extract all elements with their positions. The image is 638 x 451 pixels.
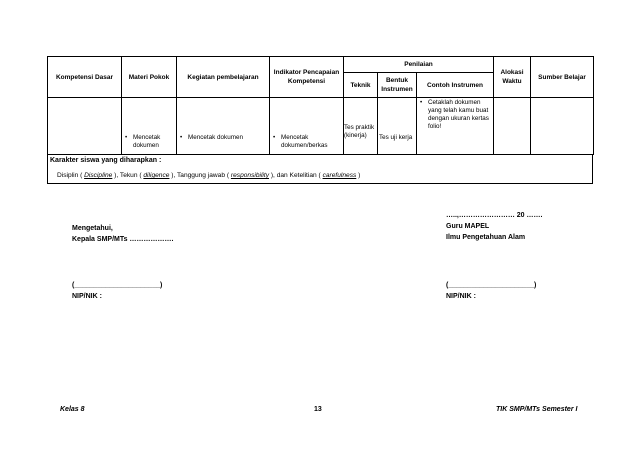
materi-pokok-text: Mencetak dokumen [133,134,161,149]
table-row [48,98,594,155]
header-contoh-instrumen: Contoh Instrumen [417,73,494,98]
header-bentuk-instrumen: Bentuk Instrumen [378,73,417,98]
right-name-blank: (______________________) [446,282,537,289]
karakter-disiplin-en: Discipline [84,172,113,179]
cell-kegiatan-pembelajaran [177,98,270,155]
cell-kompetensi-dasar [48,98,122,155]
bullet-icon: • [125,134,128,141]
header-penilaian: Penilaian [344,57,494,73]
cell-alokasi-waktu [494,98,531,155]
signature-left [72,223,173,245]
footer-page-number: 13 [314,406,322,413]
guru-label: Guru MAPEL [446,223,490,230]
cell-teknik [344,98,378,155]
left-name-blank: (______________________) [72,282,163,289]
mengetahui-label: Mengetahui, [72,225,113,232]
karakter-box [47,155,593,184]
left-nip-label: NIP/NIK : [72,293,102,300]
indikator-text: Mencetak dokumen/berkas [281,134,328,149]
syllabus-table [47,56,594,155]
cell-indikator [270,98,344,155]
footer-kelas: Kelas 8 [60,406,85,413]
bullet-icon: • [420,99,423,106]
header-indikator: Indikator Pencapaian Kompetensi [270,57,344,98]
footer-subject: TIK SMP/MTs Semester I [496,406,578,413]
signature-right [446,210,542,243]
bullet-icon: • [180,134,183,141]
kepala-label: Kepala SMP/MTs ………………. [72,236,174,243]
date-line: …..,…………………… 20 ……. [446,212,543,219]
karakter-tekun: ), Tekun ( [112,172,142,179]
teknik-text: Tes praktik (kinerja) [344,124,375,139]
signature-right-blank [446,280,536,302]
mapel-label: Ilmu Pengetahuan Alam [446,234,526,241]
header-kompetensi-dasar: Kompetensi Dasar [48,57,122,98]
cell-sumber-belajar [531,98,594,155]
karakter-close: ) [356,172,361,179]
contoh-text: Cetaklah dokumen yang telah kamu buat dengan ukuran kertas folio! [428,99,489,130]
cell-contoh-instrumen [417,98,494,155]
header-alokasi-waktu: Alokasi Waktu [494,57,531,98]
kegiatan-text: Mencetak dokumen [188,134,243,141]
header-kegiatan-pembelajaran: Kegiatan pembelajaran [177,57,270,98]
bullet-icon: • [273,134,276,141]
header-teknik: Teknik [344,73,378,98]
karakter-tanggung-en: responsibility [230,172,270,179]
karakter-tekun-en: diligence [143,172,170,179]
right-nip-label: NIP/NIK : [446,293,476,300]
karakter-ketelitian: ), dan Ketelitian ( [269,172,321,179]
header-sumber-belajar: Sumber Belajar [531,57,594,98]
bentuk-text: Tes uji kerja [379,134,413,141]
cell-materi-pokok [122,98,177,155]
karakter-tanggung: ), Tanggung jawab ( [169,172,230,179]
karakter-text [57,172,360,179]
karakter-ketelitian-en: carefulness [322,172,357,179]
karakter-disiplin: Disiplin ( [57,172,83,179]
karakter-title: Karakter siswa yang diharapkan : [50,157,162,164]
signature-left-blank [72,280,162,302]
header-materi-pokok: Materi Pokok [122,57,177,98]
cell-bentuk-instrumen [378,98,417,155]
